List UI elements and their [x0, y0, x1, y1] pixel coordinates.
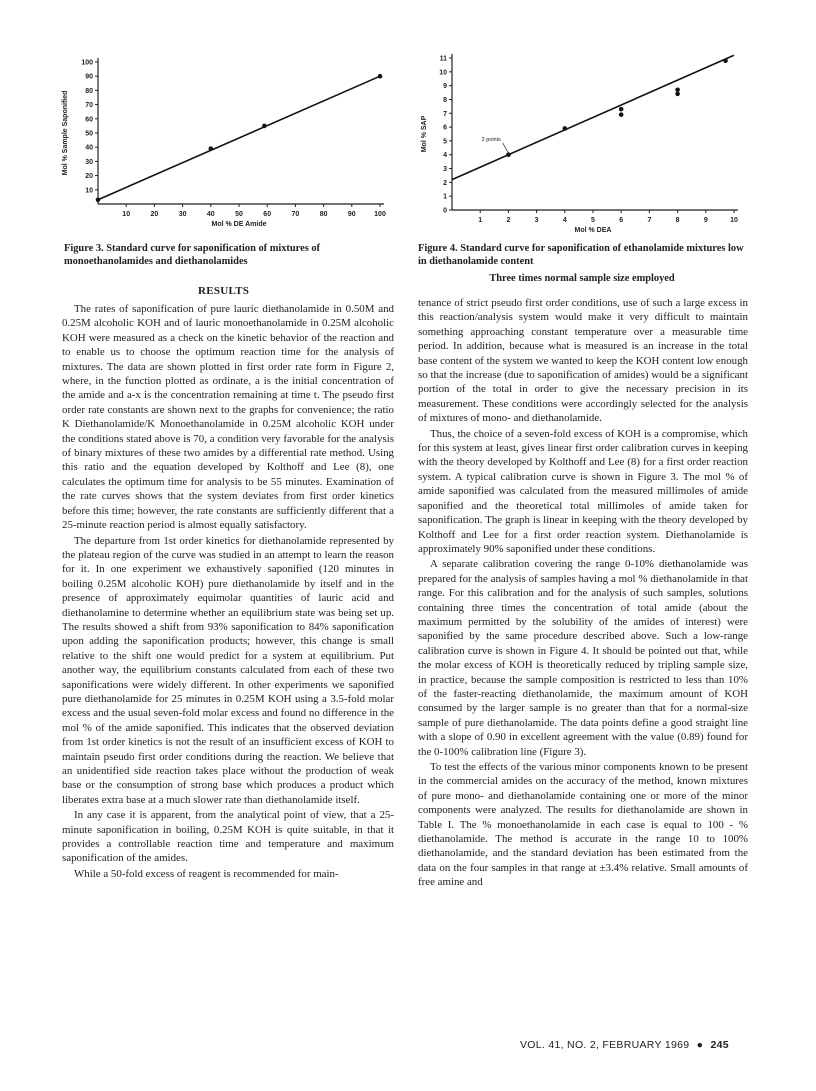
x-tick-label: 100: [374, 211, 386, 218]
y-tick-label: 2: [443, 179, 447, 187]
x-tick-label: 70: [291, 211, 300, 218]
y-tick-label: 1: [443, 193, 447, 201]
fit-line: [98, 76, 380, 200]
y-tick-label: 60: [85, 116, 93, 124]
x-tick-label: 2: [506, 217, 511, 224]
paragraph: The departure from 1st order kinetics for diethanolamide represented by the plateau region of the curve was studied in an attempt to learn the reason for it. In one experiment we exhaustively saponified (120 minutes in boiling 0.25M alcoholic KOH) pure diethanolamide by itself and in the presence of approximately equimolar quantities of lauric acid and diethanolamine to determine whether an equilibrium state was being set up. The results showed a shift from 93% saponification to 84% saponification upon adding the saponification products; however, this change is small relative to the shift one would predict for a system at equilibrium. Put another way, the equilibrium constants calculated from each of these two saponifications were widely different. In other experiments we saponified pure diethanolamide for 25 minutes in 0.25M KOH using a 3.5-fold molar excess and the usual seven-fold molar excess and found no difference in the mol % of the amide saponified. This indicates that the observed deviation from 1st order kinetics is not the result of an insufficient excess of KOH to maintain pseudo first order conditions during the reaction. We believe that an unidentified side reaction takes place without the production of weak base or the consumption of strong base which produces a product which liberates extra base at a much slower rate than diethanolamide itself.: [62, 534, 394, 806]
y-tick-label: 10: [439, 69, 447, 77]
y-tick-label: 3: [443, 166, 447, 174]
y-tick-label: 9: [443, 83, 447, 91]
data-point: [723, 58, 728, 63]
x-tick-label: 3: [534, 217, 539, 224]
journal-info: VOL. 41, NO. 2, FEBRUARY 1969: [520, 1039, 690, 1051]
page-footer: [520, 1039, 729, 1051]
x-tick-label: 1: [478, 217, 483, 224]
right-column: [418, 296, 748, 890]
y-tick-label: 40: [85, 144, 93, 152]
page-number: 245: [710, 1039, 729, 1051]
x-axis-label: Mol % DEA: [574, 227, 612, 234]
left-column: [62, 302, 394, 881]
y-tick-label: 10: [85, 187, 93, 195]
bullet-separator: ●: [696, 1039, 704, 1051]
results-heading: RESULTS: [198, 285, 250, 297]
data-point: [619, 112, 624, 117]
data-point: [619, 107, 624, 112]
data-point: [262, 124, 267, 129]
y-tick-label: 90: [85, 73, 93, 81]
x-tick-label: 30: [178, 211, 187, 218]
figure-4-caption: Figure 4. Standard curve for saponification of ethanolamide mixtures low in diethanolamide content: [418, 243, 744, 267]
x-tick-label: 4: [562, 217, 567, 224]
data-point: [675, 87, 680, 92]
annotation-pointer: [503, 143, 509, 153]
y-tick-label: 4: [443, 152, 447, 160]
x-tick-label: 60: [263, 211, 272, 218]
y-tick-label: 6: [443, 124, 447, 132]
x-tick-label: 8: [675, 217, 680, 224]
x-tick-label: 5: [591, 217, 595, 224]
x-tick-label: 20: [150, 211, 159, 218]
y-axis-label: Mol % SAP: [421, 115, 428, 153]
y-axis-label: Mol % Sample Saponified: [62, 90, 69, 176]
x-tick-label: 6: [619, 217, 624, 224]
data-point: [563, 126, 568, 131]
annotation-label: 2 points: [481, 136, 501, 143]
data-point: [96, 197, 101, 202]
x-axis-label: Mol % DE Amide: [211, 221, 267, 228]
y-tick-label: 100: [81, 59, 93, 67]
paragraph: A separate calibration covering the range 0-10% diethanolamide was prepared for the analysis of samples having a mol % diethanolamide in that range. For this calibration and for the analysis of such samples, solutions containing three times the concentration of total amide (about the maximum permitted by the solubility of the amides of interest) were saponified by the same procedure described above. Such a low-range calibration curve is shown in Figure 4. It should be pointed out that, while the molar excess of KOH is theoretically reduced by tripling sample size, in practice, because the sample composition is restricted to less than 10% of the faster-reacting diethanolamide, the maximum amount of KOH consumed by the larger sample is no greater than that for a normal-size sample of pure diethanolamide. The data points define a good straight line with a slope of 0.90 in excellent agreement with the value (0.89) found for the 0-100% calibration line (Figure 3).: [418, 558, 748, 758]
y-tick-label: 30: [85, 158, 93, 166]
figure-3-caption: Figure 3. Standard curve for saponification of mixtures of monoethanolamides and diethanolamides: [64, 243, 321, 267]
data-point: [209, 146, 214, 151]
y-tick-label: 50: [85, 130, 93, 138]
data-point: [675, 92, 680, 97]
fit-line: [452, 55, 734, 179]
y-tick-label: 0: [443, 207, 447, 215]
y-tick-label: 7: [443, 110, 447, 118]
y-tick-label: 20: [85, 173, 93, 181]
data-point: [378, 74, 383, 79]
x-tick-label: 9: [703, 217, 708, 224]
paragraph: tenance of strict pseudo first order conditions, use of such a large excess in this reaction/analysis system would make it very difficult to maintain something approaching constant temperature over a measurable time period. In addition, because what is measured is an increase in the total base content of the system we wanted to keep the KOH content low enough so that the increase (due to saponification of amides) would be a significant portion of the total in order to give the necessary precision in its measurement. These conditions were accordingly selected for the analysis of mixtures of mono- and diethanolamide.: [418, 297, 748, 425]
paragraph: Thus, the choice of a seven-fold excess of KOH is a compromise, which for this system at least, gives linear first order calibration curves in keeping with the theory developed by Kolthoff and Lee (8) for a first order reaction system. A typical calibration curve is shown in Figure 3. The mol % of amide saponified was calculated from the measured millimoles of amide saponified and the theoretical total millimoles of amide taken for saponification. The graph is linear in keeping with the theory developed by Kolthoff and Lee for a first order reaction system. Diethanolamide is approximately 90% saponified under these conditions.: [418, 427, 748, 555]
x-tick-label: 50: [235, 211, 243, 218]
paragraph: While a 50-fold excess of reagent is recommended for main-: [74, 867, 339, 880]
x-tick-label: 10: [122, 211, 131, 218]
figure-4-chart: [418, 52, 748, 236]
y-tick-label: 80: [85, 87, 93, 95]
y-tick-label: 5: [443, 138, 447, 146]
y-tick-label: 11: [439, 55, 447, 63]
x-tick-label: 90: [347, 211, 356, 218]
paragraph: In any case it is apparent, from the analytical point of view, that a 25-minute saponification in boiling, 0.25M KOH is quite suitable, in that it provides a controllable reaction time and temperature and maximum saponification of the amides.: [62, 809, 394, 865]
paragraph: To test the effects of the various minor components known to be present in the commercial amides on the accuracy of the method, known mixtures of pure mono- and diethanolamide containing one or more of the minor components were analyzed. The results for diethanolamide are shown in Table I. The % monoethanolamide in each case is equal to 100 - % diethanolamide. The method is accurate in the range 10 to 100% diethanolamide, and the standard deviation has been estimated from the data on the four samples in that range at ±3.4% relative. Small amounts of free amine and: [418, 761, 748, 889]
paragraph: The rates of saponification of pure lauric diethanolamide in 0.50M and 0.25M alcoholic KOH and of lauric monoethanolamide in 0.25M alcoholic KOH were measured as a check on the kinetic behavior of the reaction and to enable us to choose the optimum reaction time for the analysis of mixtures. The data are shown plotted in first order rate form in Figure 2, where, in the function plotted as ordinate, a is the initial concentration of the amide and a-x is the concentration remaining at time t. The pseudo first order rate constants are shown next to the graphs for convenience; the ratio K Diethanolamide/K Monoethanolamide in 0.25M alcoholic KOH under the conditions stated above is 70, a condition very favorable for the analysis of binary mixtures of these two amides by a differential rate method. Using this ratio and the equation developed by Kolthoff and Lee (8), one calculates the optimum time for analysis to be 55 minutes. Examination of the rate curves shows that the system deviates from first order kinetics before this time; however, the rate constants are sufficiently different that a 25-minute reaction period is almost equally satisfactory.: [62, 303, 394, 532]
x-tick-label: 7: [647, 217, 652, 224]
y-tick-label: 70: [85, 102, 93, 110]
x-tick-label: 10: [730, 217, 738, 224]
figure-4-subcaption: Three times normal sample size employed: [489, 273, 675, 284]
x-tick-label: 80: [319, 211, 328, 218]
figure-3-chart: [58, 52, 388, 240]
x-tick-label: 40: [206, 211, 215, 218]
y-tick-label: 8: [443, 96, 447, 104]
